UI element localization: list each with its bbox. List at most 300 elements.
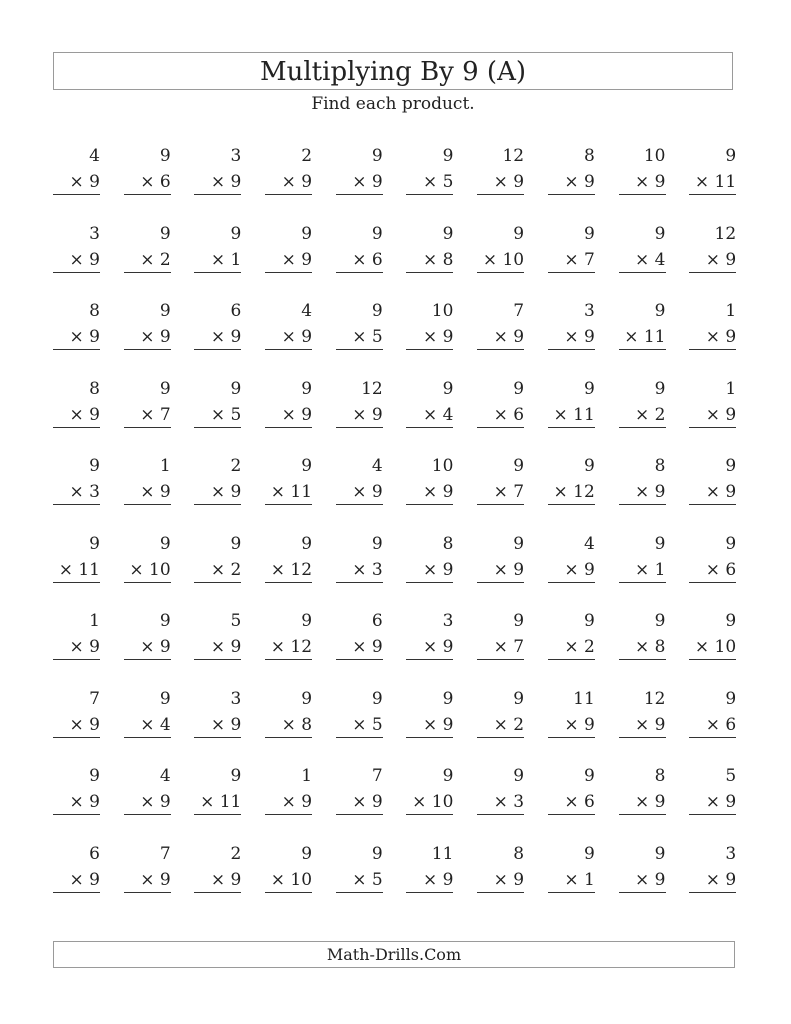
answer-line: [53, 194, 100, 195]
multiplicand: 2: [230, 843, 242, 864]
multiplicand: 3: [230, 146, 242, 166]
multiplier: 9: [442, 869, 454, 890]
multiply-sign: ×: [705, 869, 720, 890]
multiplier: 1: [654, 559, 666, 580]
multiply-sign: ×: [553, 404, 568, 425]
multiply-sign: ×: [352, 792, 367, 812]
multiply-sign: ×: [210, 482, 226, 502]
multiplier-row: [352, 327, 382, 347]
multiplier: 9: [654, 482, 666, 502]
answer-line: [124, 582, 171, 583]
multiplier-row: [282, 715, 312, 735]
multiplier-row: [211, 327, 241, 347]
multiplier: 11: [78, 559, 100, 580]
multiply-sign: ×: [352, 404, 367, 425]
multiplication-problem: [406, 297, 453, 357]
multiplier: 9: [654, 792, 666, 812]
answer-line: [548, 582, 595, 583]
multiplicand: 9: [89, 766, 100, 786]
multiplier-row: [282, 792, 312, 812]
multiplier: 11: [714, 172, 737, 192]
answer-line: [53, 814, 100, 815]
multiplication-problem: [265, 375, 312, 435]
multiplier: 7: [159, 404, 171, 425]
multiplication-problem: [336, 840, 383, 900]
multiplicand: 3: [725, 843, 737, 864]
multiplicand: 8: [442, 533, 454, 554]
multiply-sign: ×: [705, 559, 720, 580]
answer-line: [477, 504, 524, 505]
answer-line: [689, 272, 736, 273]
multiplier: 4: [654, 249, 666, 270]
multiplier-row: [564, 560, 594, 580]
multiply-sign: ×: [281, 249, 296, 270]
answer-line: [336, 737, 383, 738]
multiplicand: 9: [301, 611, 313, 631]
multiplier: 9: [725, 249, 737, 270]
multiplicand: 1: [89, 611, 100, 631]
multiplication-problem: [265, 840, 312, 900]
answer-line: [689, 892, 736, 893]
multiplication-problem: [265, 220, 312, 280]
multiplicand: 4: [89, 146, 100, 166]
multiplier-row: [352, 172, 382, 192]
multiplication-problem: [194, 607, 241, 667]
multiplication-problem: [548, 375, 595, 435]
multiplicand: 9: [513, 688, 525, 709]
multiplier: 9: [230, 869, 242, 890]
multiplier: 5: [371, 869, 383, 890]
multiplication-problem: [548, 297, 595, 357]
multiplication-problem: [406, 762, 453, 822]
multiplier-row: [282, 172, 312, 192]
multiplicand: 8: [583, 146, 595, 166]
answer-line: [53, 504, 100, 505]
multiplication-problem: [548, 220, 595, 280]
multiplier-row: [624, 327, 665, 347]
multiplier-row: [564, 327, 594, 347]
multiplier: 8: [442, 249, 454, 270]
multiplication-problem: [336, 220, 383, 280]
multiplicand: 9: [725, 456, 737, 476]
multiply-sign: ×: [635, 249, 650, 270]
multiplication-problem: [406, 220, 453, 280]
multiplication-problem: [548, 840, 595, 900]
multiplicand: 9: [583, 378, 595, 399]
multiplication-problem: [619, 220, 666, 280]
multiplier: 9: [442, 559, 454, 580]
multiplier-row: [140, 327, 170, 347]
multiplier-row: [635, 560, 665, 580]
multiplication-problem: [124, 220, 171, 280]
multiplication-problem: [619, 297, 666, 357]
multiplicand: 9: [442, 688, 454, 709]
multiply-sign: ×: [200, 792, 215, 812]
multiplication-problem: [689, 375, 736, 435]
multiplier: 9: [301, 172, 313, 192]
multiplier: 9: [513, 869, 525, 890]
multiplier: 9: [442, 327, 454, 347]
multiplication-problem: [689, 607, 736, 667]
multiplication-problem: [53, 452, 100, 512]
multiplicand: 9: [725, 611, 737, 631]
multiply-sign: ×: [129, 559, 144, 580]
multiplicand: 2: [301, 146, 313, 166]
answer-line: [265, 427, 312, 428]
multiplier-row: [494, 327, 524, 347]
multiply-sign: ×: [422, 637, 438, 657]
answer-line: [619, 272, 666, 273]
multiply-sign: ×: [352, 869, 367, 890]
multiplication-problem: [336, 452, 383, 512]
multiplicand: 9: [230, 378, 242, 399]
multiply-sign: ×: [140, 792, 155, 812]
multiply-sign: ×: [69, 714, 84, 735]
multiply-sign: ×: [482, 249, 498, 270]
multiplicand: 1: [159, 456, 171, 476]
multiply-sign: ×: [705, 404, 720, 425]
multiplicand: 8: [654, 456, 666, 476]
multiplication-problem: [336, 297, 383, 357]
answer-line: [689, 582, 736, 583]
multiplication-problem: [265, 530, 312, 590]
multiplicand: 9: [159, 146, 171, 166]
answer-line: [689, 427, 736, 428]
multiplication-problem: [477, 762, 524, 822]
multiplier: 11: [643, 327, 666, 347]
multiplier: 4: [442, 404, 454, 425]
answer-line: [194, 659, 241, 660]
answer-line: [124, 659, 171, 660]
multiply-sign: ×: [210, 869, 226, 890]
multiplicand: 9: [725, 146, 737, 166]
multiplier-row: [271, 560, 312, 580]
multiplication-problem: [619, 375, 666, 435]
multiply-sign: ×: [564, 792, 579, 812]
multiplier-row: [635, 715, 665, 735]
multiply-sign: ×: [694, 172, 710, 192]
multiply-sign: ×: [210, 559, 226, 580]
multiplicand: 12: [502, 146, 525, 166]
multiplication-problem: [477, 685, 524, 745]
multiplicand: 1: [301, 766, 313, 786]
multiplier: 9: [89, 404, 100, 425]
multiplicand: 11: [573, 688, 595, 709]
multiplication-problem: [53, 840, 100, 900]
multiplier: 9: [230, 714, 242, 735]
multiplication-problem: [124, 762, 171, 822]
multiplication-problem: [406, 375, 453, 435]
multiplication-problem: [194, 685, 241, 745]
multiply-sign: ×: [493, 714, 508, 735]
answer-line: [265, 814, 312, 815]
multiplicand: 11: [431, 843, 454, 864]
multiplier: 9: [89, 869, 100, 890]
multiplicand: 8: [89, 378, 100, 399]
multiplier: 9: [89, 792, 100, 812]
multiply-sign: ×: [281, 714, 296, 735]
multiplier: 4: [159, 714, 171, 735]
multiplication-problem: [53, 297, 100, 357]
multiplier: 6: [725, 559, 737, 580]
multiplier: 9: [159, 869, 171, 890]
multiplier-row: [564, 870, 594, 890]
multiplier: 9: [371, 482, 383, 502]
multiplier: 10: [290, 869, 313, 890]
multiplier-row: [706, 870, 736, 890]
multiplier: 9: [583, 327, 595, 347]
multiplier-row: [423, 715, 453, 735]
multiplication-problem: [477, 375, 524, 435]
multiplication-problem: [53, 530, 100, 590]
multiplier-row: [129, 560, 170, 580]
multiply-sign: ×: [69, 792, 84, 812]
answer-line: [194, 194, 241, 195]
answer-line: [406, 659, 453, 660]
multiplier-row: [494, 172, 524, 192]
multiplier-row: [635, 870, 665, 890]
multiplicand: 9: [371, 301, 383, 321]
multiplication-problem: [477, 452, 524, 512]
multiplication-problem: [124, 297, 171, 357]
answer-line: [124, 892, 171, 893]
multiplier-row: [554, 482, 595, 502]
answer-line: [548, 194, 595, 195]
multiplier-row: [564, 250, 594, 270]
multiplication-problem: [265, 297, 312, 357]
answer-line: [53, 349, 100, 350]
multiply-sign: ×: [69, 172, 84, 192]
multiplier-row: [423, 172, 453, 192]
multiplier: 6: [583, 792, 595, 812]
multiplication-problem: [406, 840, 453, 900]
multiplier-row: [352, 405, 382, 425]
multiply-sign: ×: [270, 559, 286, 580]
multiplicand: 9: [442, 223, 454, 244]
multiply-sign: ×: [352, 637, 367, 657]
answer-line: [265, 892, 312, 893]
multiply-sign: ×: [69, 327, 84, 347]
multiplier: 6: [159, 172, 171, 192]
answer-line: [619, 194, 666, 195]
multiplier: 9: [89, 714, 100, 735]
multiplicand: 9: [371, 223, 383, 244]
multiplier: 6: [725, 714, 737, 735]
multiplicand: 9: [583, 611, 595, 631]
multiplier: 11: [290, 482, 313, 502]
multiply-sign: ×: [140, 869, 155, 890]
multiplication-problem: [124, 685, 171, 745]
multiplication-problem: [477, 607, 524, 667]
multiplicand: 9: [583, 456, 595, 476]
multiplier-row: [635, 250, 665, 270]
multiplicand: 3: [442, 611, 454, 631]
multiplication-problem: [124, 530, 171, 590]
multiply-sign: ×: [69, 637, 84, 657]
multiplier: 9: [371, 404, 383, 425]
multiplier: 9: [442, 482, 454, 502]
multiplier: 9: [513, 559, 525, 580]
multiplication-problem: [336, 375, 383, 435]
answer-line: [406, 194, 453, 195]
multiply-sign: ×: [564, 869, 579, 890]
answer-line: [477, 272, 524, 273]
multiplier: 9: [583, 172, 595, 192]
answer-line: [477, 737, 524, 738]
multiply-sign: ×: [493, 792, 508, 812]
multiplication-problem: [477, 142, 524, 202]
multiplier-row: [494, 870, 524, 890]
answer-line: [689, 504, 736, 505]
multiplier: 12: [290, 559, 313, 580]
multiplier: 2: [583, 637, 595, 657]
multiplier: 5: [442, 172, 454, 192]
multiplier: 12: [573, 482, 595, 502]
answer-line: [548, 504, 595, 505]
multiplier: 9: [301, 404, 313, 425]
multiplier-row: [140, 482, 170, 502]
multiplier: 10: [502, 249, 525, 270]
multiplier: 7: [583, 249, 595, 270]
answer-line: [336, 582, 383, 583]
multiplier-row: [140, 715, 170, 735]
answer-line: [477, 582, 524, 583]
multiplicand: 9: [654, 223, 666, 244]
multiplier-row: [494, 715, 524, 735]
multiplication-problem: [336, 607, 383, 667]
answer-line: [477, 892, 524, 893]
multiplier-row: [70, 250, 100, 270]
multiplier: 1: [230, 249, 242, 270]
multiplier-row: [494, 405, 524, 425]
multiply-sign: ×: [352, 482, 367, 502]
multiplier-row: [706, 715, 736, 735]
multiplier-row: [494, 482, 524, 502]
multiplication-problem: [689, 142, 736, 202]
multiplication-problem: [689, 530, 736, 590]
multiplier-row: [635, 405, 665, 425]
multiplicand: 9: [654, 611, 666, 631]
multiplier-row: [412, 792, 453, 812]
multiplicand: 12: [361, 378, 383, 399]
multiplier: 9: [89, 637, 100, 657]
multiplier: 5: [230, 404, 242, 425]
multiply-sign: ×: [705, 327, 720, 347]
multiplicand: 7: [159, 843, 171, 864]
multiplier-row: [706, 250, 736, 270]
multiplication-problem: [53, 220, 100, 280]
multiplicand: 8: [654, 766, 666, 786]
multiplier: 12: [290, 637, 313, 657]
multiplier: 3: [89, 482, 100, 502]
multiplicand: 9: [301, 223, 313, 244]
multiplicand: 9: [301, 688, 313, 709]
answer-line: [336, 814, 383, 815]
multiply-sign: ×: [635, 637, 650, 657]
multiplier: 9: [442, 714, 454, 735]
multiplicand: 9: [230, 223, 242, 244]
multiply-sign: ×: [564, 327, 579, 347]
multiplier-row: [282, 250, 312, 270]
multiply-sign: ×: [493, 482, 508, 502]
multiply-sign: ×: [635, 559, 650, 580]
answer-line: [548, 659, 595, 660]
multiply-sign: ×: [140, 482, 155, 502]
multiply-sign: ×: [140, 249, 155, 270]
multiplicand: 9: [159, 301, 171, 321]
multiplier: 9: [89, 249, 100, 270]
multiplier-row: [200, 792, 241, 812]
multiplier: 9: [725, 404, 737, 425]
multiplier: 2: [159, 249, 171, 270]
multiply-sign: ×: [352, 327, 367, 347]
answer-line: [53, 582, 100, 583]
multiplier-row: [352, 715, 382, 735]
multiplicand: 9: [371, 688, 383, 709]
multiply-sign: ×: [564, 559, 579, 580]
multiply-sign: ×: [210, 714, 226, 735]
answer-line: [336, 349, 383, 350]
multiplier: 9: [725, 482, 737, 502]
multiplication-problem: [548, 530, 595, 590]
multiplicand: 9: [513, 223, 525, 244]
multiplicand: 9: [442, 378, 454, 399]
multiplicand: 9: [371, 533, 383, 554]
multiply-sign: ×: [705, 792, 720, 812]
multiplicand: 9: [654, 301, 666, 321]
multiply-sign: ×: [69, 869, 84, 890]
multiplicand: 9: [159, 223, 171, 244]
answer-line: [53, 427, 100, 428]
multiplier: 9: [230, 327, 242, 347]
multiplication-problem: [336, 762, 383, 822]
multiplier: 11: [573, 404, 595, 425]
multiplier: 9: [301, 327, 313, 347]
multiplicand: 9: [301, 456, 313, 476]
multiplier: 9: [230, 172, 242, 192]
multiplication-problem: [619, 607, 666, 667]
multiplier-row: [70, 405, 100, 425]
multiplier-row: [211, 405, 241, 425]
multiplication-problem: [477, 840, 524, 900]
multiplier: 9: [442, 637, 454, 657]
multiplicand: 12: [643, 688, 666, 709]
answer-line: [265, 582, 312, 583]
answer-line: [619, 814, 666, 815]
multiplicand: 2: [230, 456, 242, 476]
multiplier: 7: [513, 482, 525, 502]
multiplier-row: [70, 327, 100, 347]
multiply-sign: ×: [281, 404, 296, 425]
multiplicand: 3: [583, 301, 595, 321]
answer-line: [194, 272, 241, 273]
multiplier-row: [423, 405, 453, 425]
answer-line: [689, 194, 736, 195]
multiplier-row: [70, 792, 100, 812]
multiplicand: 12: [714, 223, 737, 244]
multiplicand: 9: [230, 766, 242, 786]
multiplier-row: [211, 870, 241, 890]
multiplicand: 9: [654, 378, 666, 399]
answer-line: [194, 737, 241, 738]
multiplicand: 8: [513, 843, 525, 864]
multiply-sign: ×: [635, 172, 650, 192]
multiply-sign: ×: [493, 869, 508, 890]
multiplication-problem: [53, 762, 100, 822]
multiplicand: 9: [442, 146, 454, 166]
multiplication-problem: [336, 530, 383, 590]
multiplier-row: [483, 250, 524, 270]
